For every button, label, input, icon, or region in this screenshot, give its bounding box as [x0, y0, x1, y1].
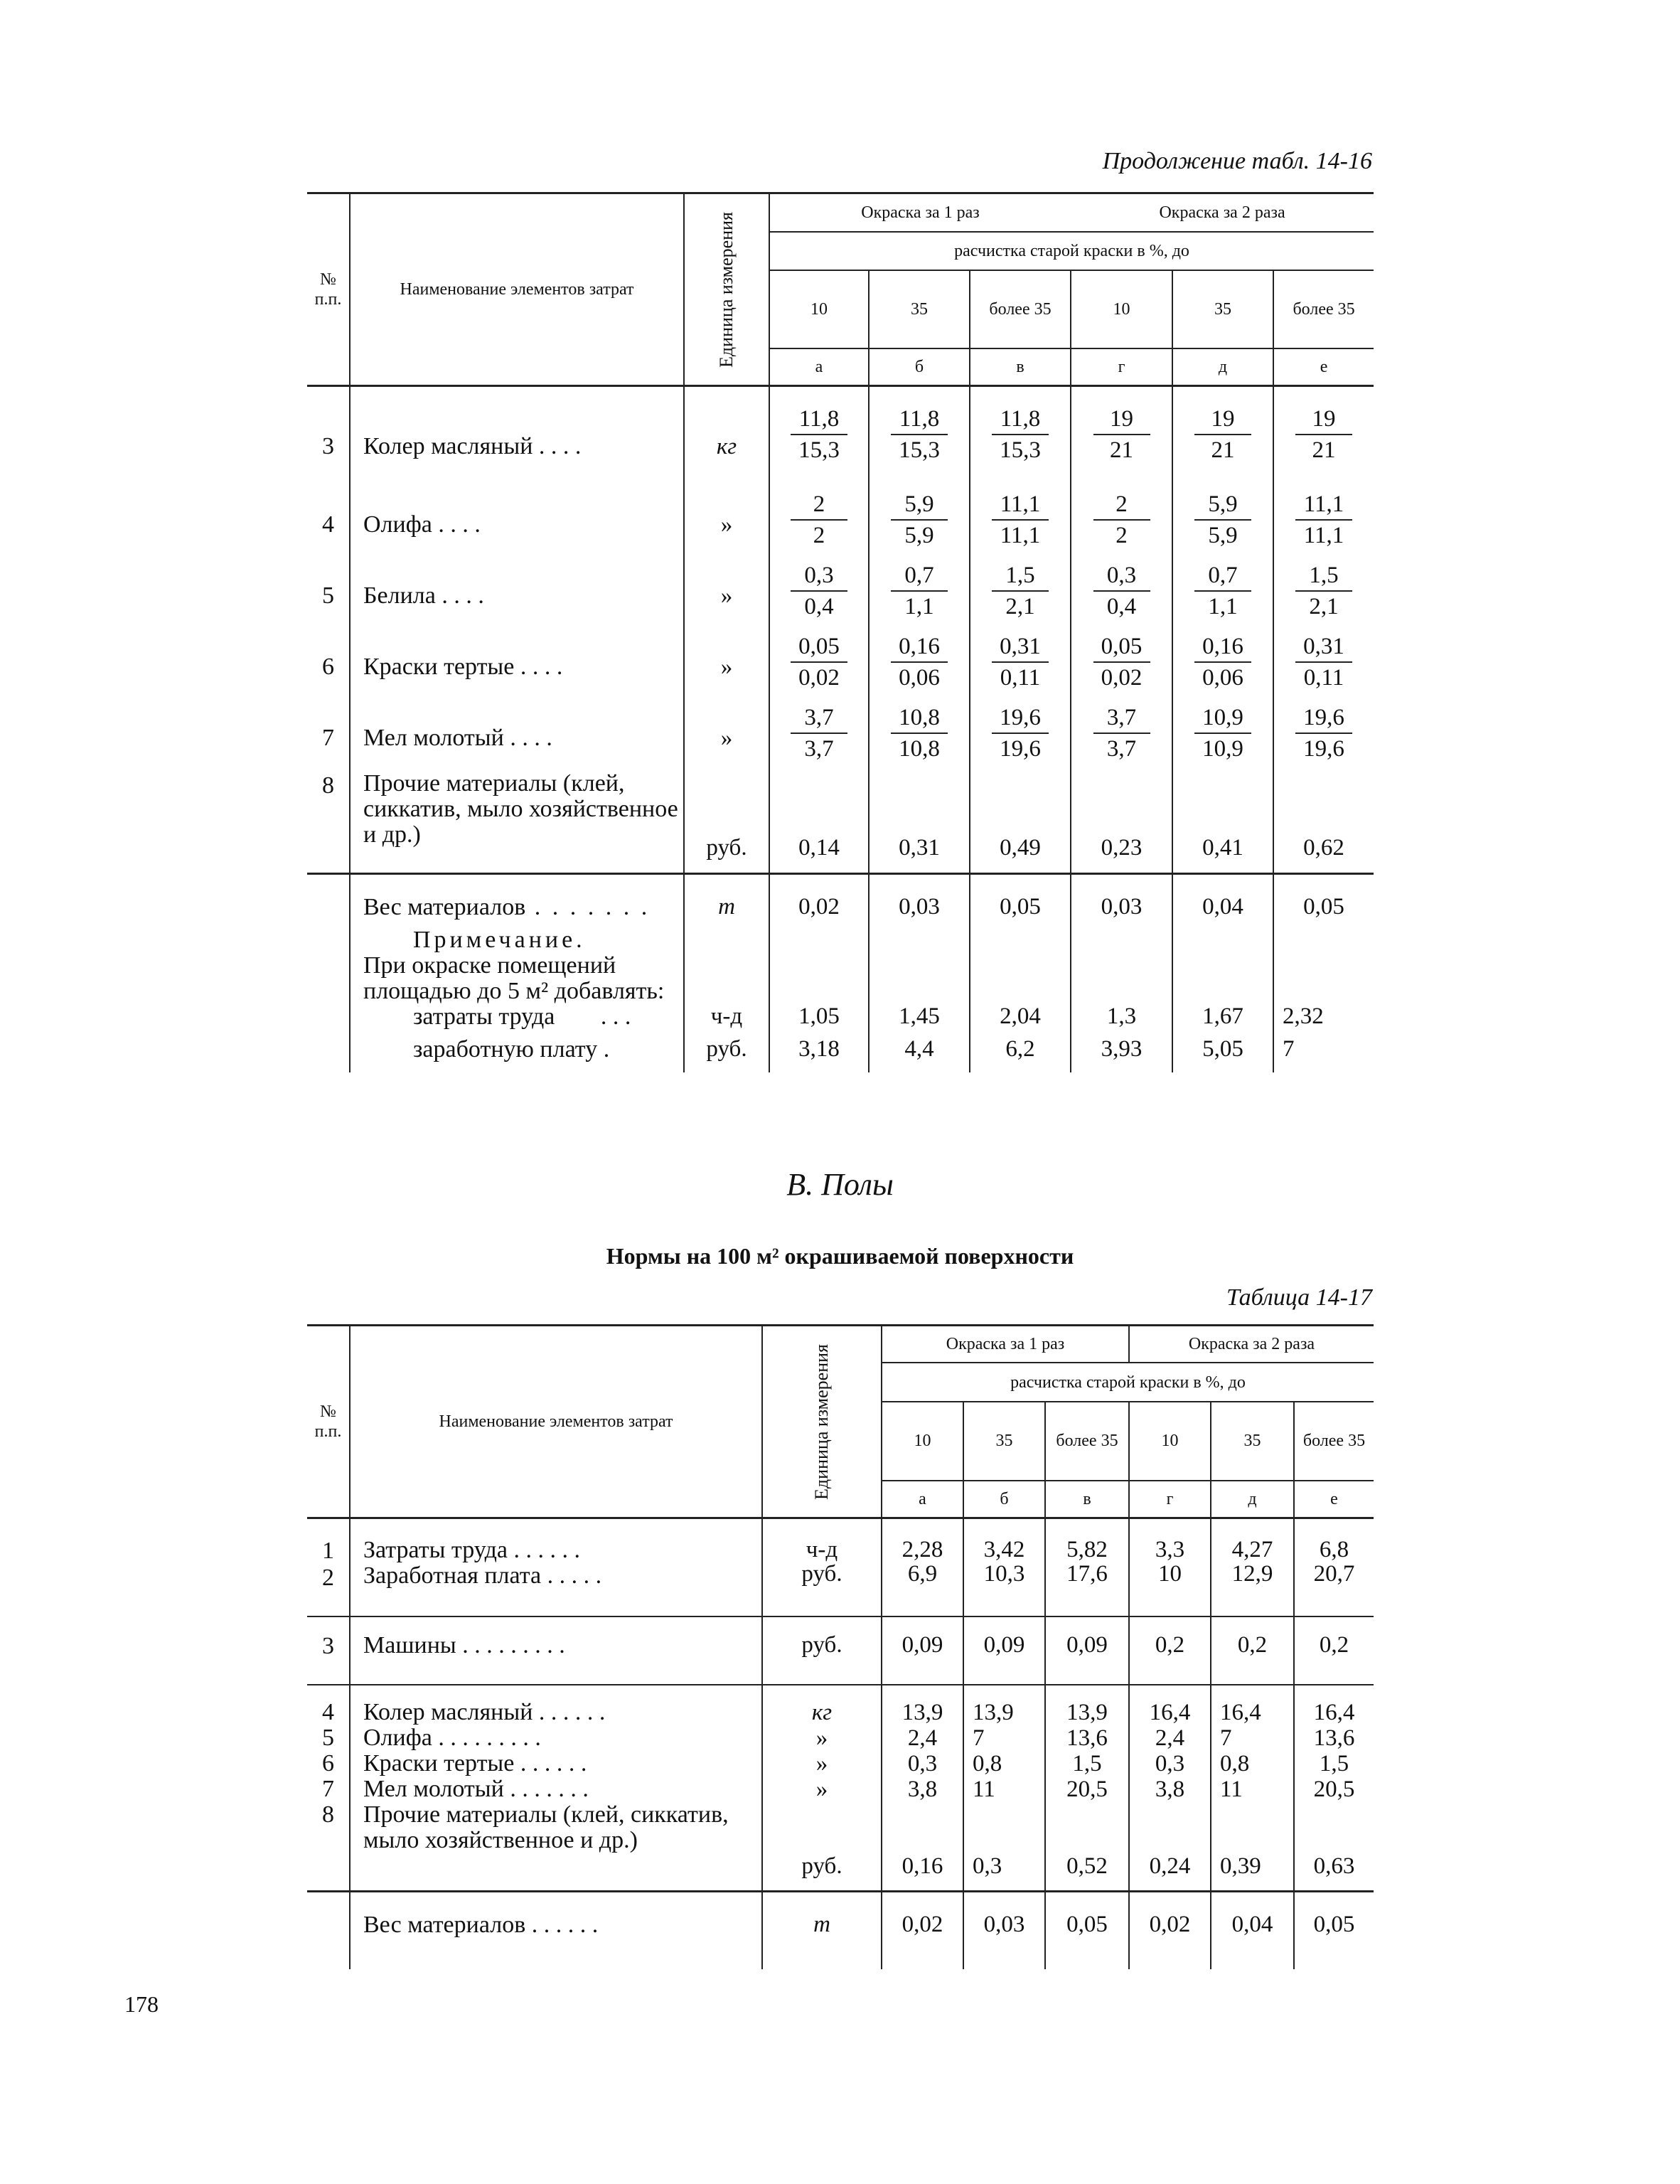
row-unit: » [684, 486, 769, 558]
value-cell: 1,67 [1172, 1004, 1273, 1037]
fraction [791, 407, 847, 462]
fraction-cell [970, 558, 1071, 629]
value-cell: 7 [1283, 1036, 1295, 1062]
fraction-numerator: 11,1 [992, 492, 1049, 521]
fraction-numerator: 19 [1194, 407, 1251, 435]
fraction-cell [1172, 386, 1273, 487]
fraction-numerator: 0,16 [1194, 634, 1251, 663]
value-cell: 2,28 6,9 [882, 1518, 963, 1617]
fraction-cell [1273, 700, 1374, 771]
fraction-cell [1273, 386, 1374, 487]
value-cell: 0,23 [1071, 771, 1172, 874]
row-number: 8 [307, 771, 350, 874]
fraction [1093, 407, 1150, 462]
col-letter: г [1129, 1481, 1211, 1518]
fraction [891, 407, 948, 462]
subgroup-header: расчистка старой краски в %, до [954, 242, 1189, 260]
fraction-denominator: 2,1 [1309, 594, 1339, 619]
fraction-denominator: 0,06 [1202, 665, 1243, 691]
fraction-cell [1071, 558, 1172, 629]
note-text: При окраске помещений площадью до 5 м² добавлять: [363, 952, 665, 1004]
col-header-10: 10 [1071, 270, 1172, 348]
fraction-cell [1071, 386, 1172, 487]
value-cell: 13,9 7 0,8 11 0,3 [963, 1685, 1045, 1892]
row-unit: руб. [684, 1037, 769, 1072]
weight-label: Вес материалов . . . [350, 874, 684, 921]
row-number: 5 [307, 558, 350, 629]
fraction-cell [869, 629, 970, 700]
row-unit: руб. [684, 771, 769, 874]
table-row [307, 486, 1374, 558]
row-number: 1 2 [307, 1518, 350, 1617]
fraction [1295, 492, 1352, 548]
fraction [1295, 563, 1352, 619]
value-cell: 0,2 [1129, 1616, 1211, 1685]
row-unit: кг » » » руб. [762, 1685, 882, 1892]
fraction [791, 705, 847, 761]
value-cell: 4,4 [869, 1037, 970, 1072]
col-header-35: 35 [1172, 270, 1273, 348]
section-title: В. Полы [786, 1167, 894, 1202]
group-header-1: Окраска за 1 раз [882, 1326, 1129, 1363]
fraction [891, 563, 948, 619]
value-cell: 0,14 [769, 771, 869, 874]
value-cell: 0,09 [963, 1616, 1045, 1685]
fraction-cell [769, 558, 869, 629]
fraction-numerator: 19,6 [992, 705, 1049, 734]
row-unit: ч-д руб. [762, 1518, 882, 1617]
row-name: Мел молотый . . . . [350, 700, 684, 771]
value-cell: 1,05 [769, 1004, 869, 1037]
value-cell: 0,04 [1211, 1892, 1294, 1970]
fraction [791, 492, 847, 548]
table-row [307, 700, 1374, 771]
table-row [307, 1685, 1374, 1892]
fraction-denominator: 1,1 [1208, 594, 1238, 619]
fraction-denominator: 15,3 [798, 437, 840, 463]
fraction [992, 492, 1049, 548]
col-header-35: 35 [963, 1402, 1045, 1481]
col-letter: б [869, 348, 970, 386]
row-name: Прочие материалы (клей, сиккатив, мыло хозяйственное и др.) [350, 771, 684, 874]
value-cell: 16,4 2,4 0,3 3,8 0,24 [1129, 1685, 1211, 1892]
table-14-17 [307, 1324, 1374, 1969]
fraction-denominator: 0,02 [798, 665, 840, 691]
group-header-2: Окраска за 2 раза [1188, 1335, 1315, 1354]
fraction-denominator: 5,9 [904, 523, 934, 548]
col-header-10: 10 [769, 270, 869, 348]
table-row [307, 771, 1374, 874]
col-letter: а [882, 1481, 963, 1518]
fraction [1295, 705, 1352, 761]
value-cell: 0,04 [1172, 874, 1273, 921]
col-letter: б [963, 1481, 1045, 1518]
fraction [992, 407, 1049, 462]
fraction-numerator: 5,9 [1194, 492, 1251, 521]
value-cell: 3,93 [1071, 1037, 1172, 1072]
fraction-denominator: 10,9 [1202, 736, 1243, 762]
value-cell: 5,05 [1172, 1037, 1273, 1072]
col-letter: а [769, 348, 869, 386]
col-header-10: 10 [882, 1402, 963, 1481]
value-cell: 0,05 [1045, 1892, 1129, 1970]
fraction-denominator: 2 [813, 523, 825, 548]
fraction-numerator: 3,7 [791, 705, 847, 734]
fraction [1295, 407, 1352, 462]
value-cell: 13,9 13,6 1,5 20,5 0,52 [1045, 1685, 1129, 1892]
fraction [891, 705, 948, 761]
row-number: 7 [307, 700, 350, 771]
col-letter: е [1320, 358, 1328, 376]
fraction-numerator: 10,8 [891, 705, 948, 734]
fraction-denominator: 19,6 [1303, 736, 1344, 762]
fraction-cell [1273, 558, 1374, 629]
col-letter: в [1045, 1481, 1129, 1518]
fraction-denominator: 0,4 [804, 594, 834, 619]
subgroup-header: расчистка старой краски в %, до [1010, 1373, 1246, 1392]
fraction-denominator: 0,02 [1101, 665, 1143, 691]
fraction-cell [769, 700, 869, 771]
weight-row [307, 1892, 1374, 1970]
fraction [1194, 407, 1251, 462]
fraction-numerator: 19,6 [1295, 705, 1352, 734]
fraction-cell [769, 386, 869, 487]
col-letter: в [970, 348, 1071, 386]
fraction-cell [869, 386, 970, 487]
value-cell: 1,3 [1071, 1004, 1172, 1037]
value-cell: 1,45 [869, 1004, 970, 1037]
col-header-10: 10 [1129, 1402, 1211, 1481]
row-unit: » [684, 700, 769, 771]
fraction-numerator: 11,8 [791, 407, 847, 435]
value-cell: 16,4 7 0,8 11 0,39 [1211, 1685, 1294, 1892]
value-cell: 16,4 13,6 1,5 20,5 0,63 [1313, 1700, 1355, 1879]
fraction-denominator: 21 [1110, 437, 1134, 463]
row-number: 6 [307, 629, 350, 700]
table-row [307, 386, 1374, 487]
fraction-cell [1071, 629, 1172, 700]
fraction-denominator: 21 [1211, 437, 1235, 463]
value-cell: 0,05 [1313, 1912, 1355, 1937]
value-cell: 0,31 [869, 771, 970, 874]
value-cell: 13,9 2,4 0,3 3,8 0,16 [882, 1685, 963, 1892]
weight-unit: т [762, 1892, 882, 1970]
col-letter: е [1330, 1489, 1338, 1508]
fraction [891, 634, 948, 690]
value-cell: 0,41 [1172, 771, 1273, 874]
row-number: 4 5 6 7 8 [307, 1685, 350, 1892]
fraction [1194, 563, 1251, 619]
col-header-more35: более 35 [970, 270, 1071, 348]
value-cell: 0,02 [769, 874, 869, 921]
fraction-cell [869, 486, 970, 558]
row-unit: » [684, 558, 769, 629]
fraction-cell [769, 486, 869, 558]
fraction [791, 563, 847, 619]
fraction-numerator: 0,31 [992, 634, 1049, 663]
value-cell: 0,02 [882, 1892, 963, 1970]
fraction [1194, 634, 1251, 690]
fraction-numerator: 3,7 [1093, 705, 1150, 734]
fraction-cell [970, 700, 1071, 771]
col-header-35: 35 [1211, 1402, 1294, 1481]
weight-label: Вес материалов . . . . . . [350, 1892, 762, 1970]
fraction-denominator: 0,11 [1000, 665, 1041, 691]
row-unit: кг [684, 386, 769, 487]
fraction-numerator: 0,7 [891, 563, 948, 592]
fraction [1093, 705, 1150, 761]
col-header-name: Наименование элементов затрат [350, 1326, 762, 1518]
table-14-16-continuation [307, 192, 1374, 1072]
row-name: Олифа . . . . [350, 486, 684, 558]
fraction-numerator: 11,1 [1295, 492, 1352, 521]
table-row [307, 1518, 1374, 1617]
fraction-denominator: 15,3 [899, 437, 940, 463]
table-row [307, 558, 1374, 629]
col-header-more35: более 35 [1045, 1402, 1129, 1481]
col-header-no: № п.п. [307, 193, 350, 386]
row-number: 3 [307, 1616, 350, 1685]
group-header-2: Окраска за 2 раза [1159, 203, 1285, 222]
fraction-cell [1172, 700, 1273, 771]
col-header-name: Наименование элементов затрат [350, 193, 684, 386]
group-header-1: Окраска за 1 раз [861, 203, 980, 222]
table-row [307, 629, 1374, 700]
value-cell: 6,2 [970, 1037, 1071, 1072]
fraction-denominator: 1,1 [904, 594, 934, 619]
fraction-numerator: 0,05 [791, 634, 847, 663]
value-cell: 0,49 [970, 771, 1071, 874]
col-header-more35: более 35 [1302, 1432, 1366, 1451]
weight-unit: т [684, 874, 769, 921]
fraction-denominator: 3,7 [804, 736, 834, 762]
value-cell: 0,2 [1319, 1632, 1349, 1658]
fraction-cell [1172, 486, 1273, 558]
fraction-numerator: 5,9 [891, 492, 948, 521]
norms-heading: Нормы на 100 м² окрашиваемой поверхности [606, 1243, 1074, 1269]
fraction-denominator: 11,1 [1000, 523, 1041, 548]
fraction-numerator: 19 [1295, 407, 1352, 435]
fraction [992, 563, 1049, 619]
fraction-denominator: 21 [1312, 437, 1336, 463]
value-cell: 0,05 [1303, 894, 1344, 920]
fraction-denominator: 19,6 [1000, 736, 1041, 762]
fraction-cell [1273, 629, 1374, 700]
fraction-cell [1172, 558, 1273, 629]
col-letter: д [1172, 348, 1273, 386]
fraction-denominator: 0,06 [899, 665, 940, 691]
fraction-denominator: 2,1 [1005, 594, 1035, 619]
fraction-denominator: 15,3 [1000, 437, 1041, 463]
fraction [1295, 634, 1352, 690]
value-cell: 5,82 17,6 [1045, 1518, 1129, 1617]
col-header-unit: Единица измерения [762, 1326, 882, 1518]
row-name: Затраты труда . . . . . . Заработная плата . . . . . [350, 1518, 762, 1617]
fraction-cell [970, 386, 1071, 487]
fraction [1093, 634, 1150, 690]
value-cell: 0,09 [1045, 1616, 1129, 1685]
row-number: 3 [307, 386, 350, 487]
fraction-numerator: 1,5 [1295, 563, 1352, 592]
fraction-numerator: 0,16 [891, 634, 948, 663]
fraction-denominator: 0,4 [1106, 594, 1137, 619]
value-cell: 0,03 [869, 874, 970, 921]
fraction-numerator: 19 [1093, 407, 1150, 435]
fraction-numerator: 11,8 [992, 407, 1049, 435]
note-block [350, 920, 684, 1004]
value-cell: 2,04 [970, 1004, 1071, 1037]
value-cell: 0,05 [970, 874, 1071, 921]
value-cell: 2,32 [1283, 1003, 1324, 1029]
row-unit: руб. [762, 1616, 882, 1685]
value-cell: 0,09 [882, 1616, 963, 1685]
fraction [891, 492, 948, 548]
fraction-numerator: 0,05 [1093, 634, 1150, 663]
value-cell: 3,3 10 [1129, 1518, 1211, 1617]
fraction-cell [869, 558, 970, 629]
fraction [1194, 705, 1251, 761]
fraction-denominator: 10,8 [899, 736, 940, 762]
fraction-numerator: 1,5 [992, 563, 1049, 592]
value-cell: 0,2 [1211, 1616, 1294, 1685]
fraction-numerator: 0,31 [1295, 634, 1352, 663]
fraction-numerator: 10,9 [1194, 705, 1251, 734]
fraction-cell [1071, 700, 1172, 771]
col-header-more35: более 35 [1293, 300, 1355, 319]
note-wage-row [307, 1037, 1374, 1072]
fraction-denominator: 3,7 [1106, 736, 1137, 762]
fraction-cell [769, 629, 869, 700]
fraction [1093, 492, 1150, 548]
fraction [992, 705, 1049, 761]
weight-row [307, 874, 1374, 921]
col-letter: д [1211, 1481, 1294, 1518]
fraction-numerator: 2 [791, 492, 847, 521]
fraction-numerator: 0,7 [1194, 563, 1251, 592]
col-header-unit: Единица измерения [684, 193, 769, 386]
value-cell: 3,18 [769, 1037, 869, 1072]
fraction [992, 634, 1049, 690]
table-caption: Таблица 14-17 [1226, 1284, 1372, 1311]
page-number: 178 [124, 1991, 159, 2017]
fraction-cell [1071, 486, 1172, 558]
value-cell: 4,27 12,9 [1211, 1518, 1294, 1617]
note-title: Примечание. [413, 927, 586, 953]
col-header-no: № п.п. [307, 1326, 350, 1518]
row-name: Колер масляный . . . . [350, 386, 684, 487]
fraction-numerator: 2 [1093, 492, 1150, 521]
fraction-denominator: 0,11 [1303, 665, 1344, 691]
fraction-cell [1273, 486, 1374, 558]
row-number: 4 [307, 486, 350, 558]
value-cell: 0,02 [1129, 1892, 1211, 1970]
col-letter: г [1071, 348, 1172, 386]
col-header-35: 35 [869, 270, 970, 348]
row-name: Белила . . . . [350, 558, 684, 629]
fraction-numerator: 11,8 [891, 407, 948, 435]
fraction-denominator: 2 [1115, 523, 1128, 548]
fraction-denominator: 5,9 [1208, 523, 1238, 548]
note-row [307, 920, 1374, 1004]
table-row [307, 1616, 1374, 1685]
fraction-cell [970, 629, 1071, 700]
note-wage-label: заработную плату . [350, 1037, 684, 1072]
value-cell: 0,03 [1071, 874, 1172, 921]
value-cell: 6,8 20,7 [1313, 1537, 1355, 1587]
fraction [1194, 492, 1251, 548]
fraction-denominator: 11,1 [1303, 523, 1344, 548]
note-labor-row [307, 1004, 1374, 1037]
fraction [791, 634, 847, 690]
fraction-cell [869, 700, 970, 771]
row-name: Машины . . . . . . . . . [350, 1616, 762, 1685]
fraction-cell [970, 486, 1071, 558]
fraction-numerator: 0,3 [1093, 563, 1150, 592]
fraction [1093, 563, 1150, 619]
note-labor-label: затраты труда . . . [350, 1004, 684, 1037]
value-cell: 3,42 10,3 [963, 1518, 1045, 1617]
value-cell: 0,62 [1303, 835, 1344, 861]
value-cell: 0,03 [963, 1892, 1045, 1970]
row-unit: » [684, 629, 769, 700]
row-unit: ч-д [684, 1004, 769, 1037]
continuation-caption: Продолжение табл. 14-16 [1102, 148, 1372, 174]
fraction-cell [1172, 629, 1273, 700]
fraction-numerator: 0,3 [791, 563, 847, 592]
row-name: Краски тертые . . . . [350, 629, 684, 700]
row-name: Колер масляный . . . . . . Олифа . . . . . . . . . Краски тертые . . . . . . Мел молотый . . . . . . . Прочие материалы (клей, сиккатив, мыло хозяйственное и др.) [350, 1685, 762, 1892]
